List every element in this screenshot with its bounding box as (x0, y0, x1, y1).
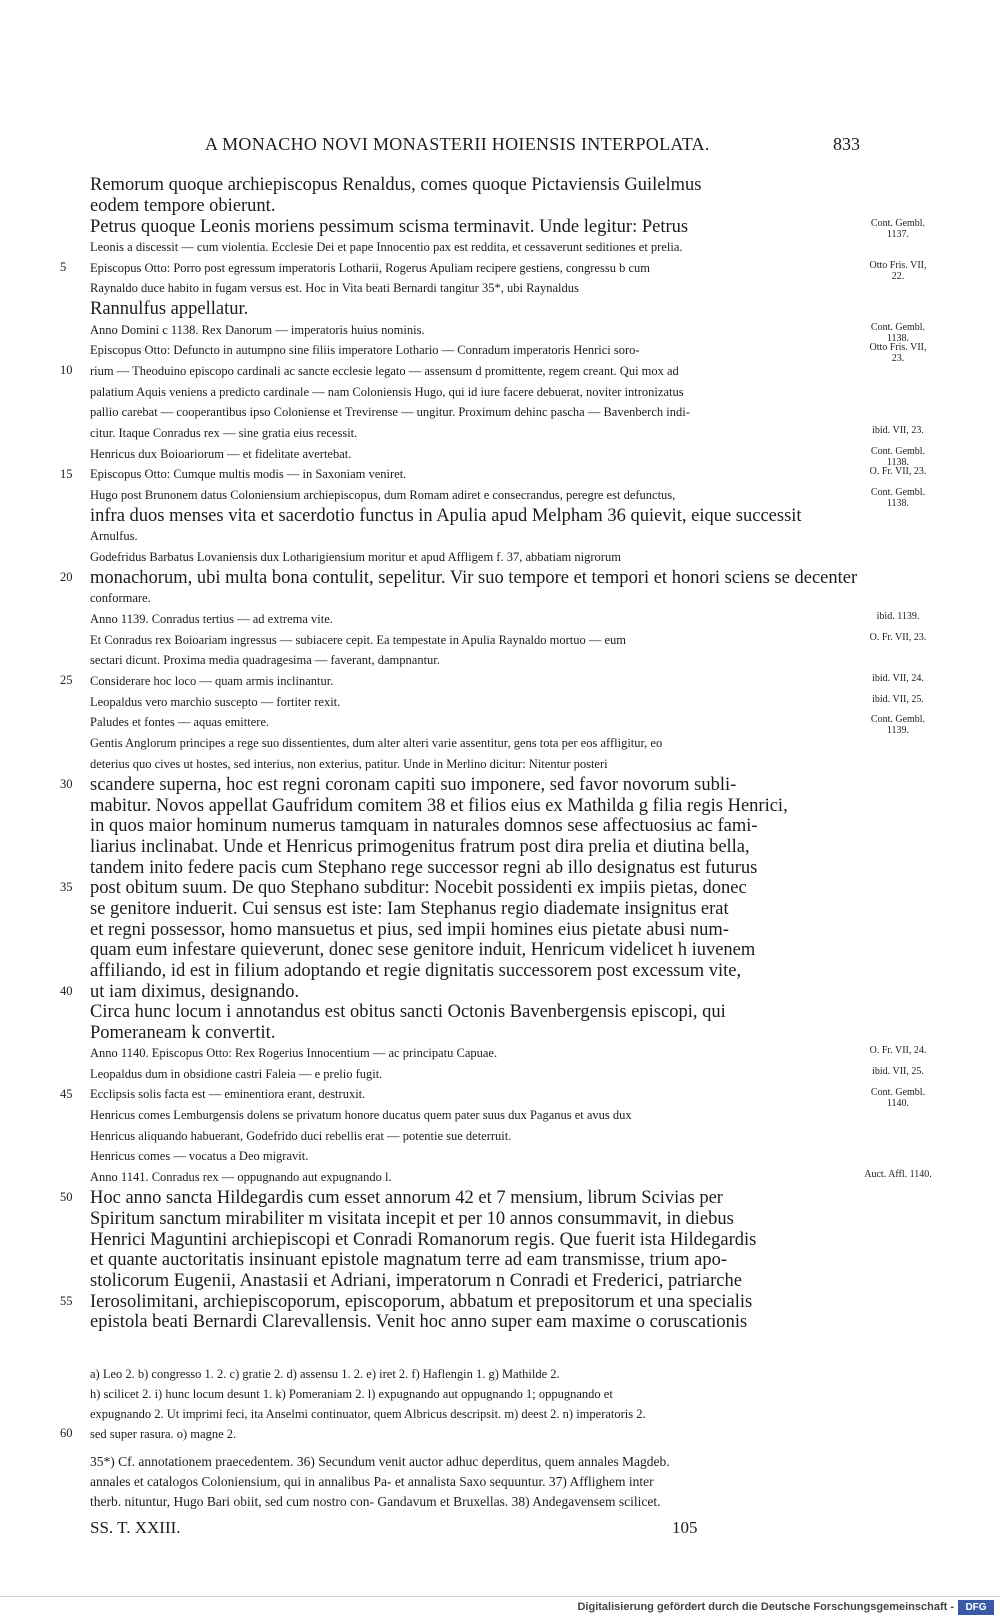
margin-note: ibid. 1139. (876, 611, 920, 623)
text-line: Hoc anno sancta Hildegardis cum esset annorum 42 et 7 mensium, librum Scivias per (90, 1188, 723, 1209)
text-line: Pomeraneam k convertit. (90, 1022, 276, 1043)
text-line: eodem tempore obierunt. (90, 196, 276, 216)
line-number: 20 (60, 570, 73, 585)
digitization-footer (0, 1596, 1000, 1619)
line-number: 30 (60, 776, 73, 791)
margin-note: Otto Fris. VII, 22. (869, 259, 927, 282)
dfg-logo: DFG (958, 1600, 994, 1615)
dfg-credit: Digitalisierung gefördert durch die Deutsche Forschungsgemeinschaft - (577, 1601, 954, 1613)
text-line: Godefridus Barbatus Lovaniensis dux Lotharigiensium moritur et apud Affligem f. 37, abbatiam nigrorum (90, 549, 621, 564)
text-line: Henricus aliquando habuerant, Godefrido duci rebellis erat — potentie sue deterruit. (90, 1128, 512, 1143)
text-line: monachorum, ubi multa bona contulit, sepelitur. Vir suo tempore et tempori et honori sciens se decenter (90, 568, 858, 589)
text-line: Episcopus Otto: Defuncto in autumpno sine filiis imperatore Lothario — Conradum imperatoris Henrici soro- (90, 343, 640, 358)
running-header (205, 134, 860, 160)
margin-note: ibid. VII, 24. (872, 673, 924, 685)
margin-note: O. Fr. VII, 24. (869, 1045, 927, 1057)
editorial-note-line: annales et catalogos Coloniensium, qui in annalibus Pa- et annalista Saxo sequuntur. 37) Afflighem inter (90, 1474, 654, 1489)
text-line: tandem inito federe pacis cum Stephano rege successor regni ab illo designatus est futurus (90, 857, 758, 878)
text-line: Rannulfus appellatur. (90, 299, 249, 320)
footnote-line: a) Leo 2. b) congresso 1. 2. c) gratie 2. d) assensu 1. 2. e) iret 2. f) Haflengin 1. g) Mathilde 2. (90, 1367, 560, 1381)
text-line: Anno 1140. Episcopus Otto: Rex Rogerius Innocentium — ac principatu Capuae. (90, 1046, 498, 1061)
text-line: Henrici Maguntini archiepiscopi et Conradi Romanorum regis. Que fuerit ista Hildegardis (90, 1229, 757, 1250)
text-line: quam eum infestare quieverunt, donec sese genitore induit, Henricum videlicet h iuvenem (90, 940, 756, 961)
text-line: palatium Aquis veniens a predicto cardinale — nam Coloniensis Hugo, qui id iure facere debuerat, noviter intronizatus (90, 384, 684, 399)
text-line: sectari dicunt. Proxima media quadragesima — faverant, dampnantur. (90, 653, 440, 668)
line-number: 60 (60, 1426, 73, 1440)
text-line: et regni possessor, homo mansuetus et pius, sed impii homines eius pietate abusi num- (90, 919, 729, 940)
margin-note: Cont. Gembl. 1138. (870, 487, 926, 510)
text-line: Raynaldo duce habito in fugam versus est. Hoc in Vita beati Bernardi tangitur 35*, ubi Raynaldus (90, 281, 579, 296)
text-line: stolicorum Eugenii, Anastasii et Adriani, imperatorum n Conradi et Frederici, patriarche (90, 1270, 742, 1291)
text-line: epistola beati Bernardi Clarevallensis. Venit hoc anno super eam maxime o coruscationis (90, 1312, 748, 1333)
text-line: se genitore induerit. Cui sensus est iste: Iam Stephanus regio diademate insignitus erat (90, 898, 729, 919)
margin-note: Otto Fris. VII, 23. (869, 342, 927, 365)
text-line: Ecclipsis solis facta est — eminentiora erant, destruxit. (90, 1087, 366, 1102)
text-line: Arnulfus. (90, 529, 138, 544)
margin-note: Auct. Affl. 1140. (864, 1169, 932, 1181)
line-number: 40 (60, 983, 73, 998)
text-line: Henricus dux Boioariorum — et fidelitate avertebat. (90, 446, 352, 461)
margin-note: ibid. VII, 25. (872, 1065, 924, 1077)
text-line: Hugo post Brunonem datus Coloniensium archiepiscopus, dum Romam adiret e consecrandus, peregre est defunctus, (90, 487, 676, 502)
margin-note: Cont. Gembl. 1140. (870, 1086, 926, 1109)
line-number: 10 (60, 363, 73, 378)
text-line: Anno 1141. Conradus rex — oppugnando aut expugnando l. (90, 1170, 392, 1185)
line-number: 25 (60, 673, 73, 688)
editorial-note-line: therb. nituntur, Hugo Bari obiit, sed cum nostro con- Gandavum et Bruxellas. 38) Andegavensem scilicet. (90, 1494, 661, 1509)
text-line: Henricus comes Lemburgensis dolens se privatum honore ducatus quem pater suus dux Paganus et avus dux (90, 1108, 632, 1123)
margin-note: Cont. Gembl. 1138. (870, 321, 926, 344)
text-line: Henricus comes — vocatus a Deo migravit. (90, 1149, 309, 1164)
text-line: Episcopus Otto: Porro post egressum imperatoris Lotharii, Rogerus Apuliam recipere gestiens, congressu b cum (90, 260, 650, 275)
footnote-line: h) scilicet 2. i) hunc locum desunt 1. k) Pomeraniam 2. l) expugnando aut oppugnando 1; oppugnando et (90, 1387, 613, 1401)
margin-note: Cont. Gembl. 1139. (870, 714, 926, 737)
text-line: post obitum suum. De quo Stephano subditur: Nocebit possidenti ex impiis pietas, donec (90, 878, 747, 899)
text-line: pallio carebat — cooperantibus ipso Coloniense et Trevirense — ungitur. Proximum dehinc pascha — Bavenberch indi- (90, 405, 690, 420)
line-number: 5 (60, 260, 67, 275)
margin-note: ibid. VII, 25. (872, 693, 924, 705)
text-line: in quos maior hominum numerus tamquam in naturales domnos sese affectuosius ac fami- (90, 816, 758, 837)
line-number: 35 (60, 880, 73, 895)
margin-note: O. Fr. VII, 23. (869, 466, 927, 478)
text-line: Petrus quoque Leonis moriens pessimum scisma terminavit. Unde legitur: Petrus (90, 216, 689, 237)
text-line: scandere superna, hoc est regni coronam capiti suo imponere, sed favor novorum subli- (90, 774, 737, 795)
text-line: Circa hunc locum i annotandus est obitus sancti Octonis Bavenbergensis episcopi, qui (90, 1002, 726, 1023)
text-line: Anno 1139. Conradus tertius — ad extrema vite. (90, 611, 333, 626)
text-line: Episcopus Otto: Cumque multis modis — in Saxoniam veniret. (90, 467, 407, 482)
text-line: deterius quo cives ut hostes, sed interius, non exterius, patitur. Unde in Merlino dicitur: Nitentur posteri (90, 756, 608, 771)
text-line: affiliando, id est in filium adoptando et regie dignitatis successorem post excessum vite, (90, 960, 742, 981)
text-line: Ierosolimitani, archiepiscoporum, episcoporum, abbatum et prepositorum et una specialis (90, 1291, 753, 1312)
page-number: 833 (833, 134, 860, 154)
text-line: liarius inclinabat. Unde et Henricus primogenitus fratrum post dira prelia et diutina bella, (90, 836, 750, 857)
text-line: citur. Itaque Conradus rex — sine gratia eius recessit. (90, 425, 358, 440)
line-number: 45 (60, 1086, 73, 1101)
footnote-line: expugnando 2. Ut imprimi feci, ita Anselmi continuator, quem Albricus descripsit. m) deest 2. n) imperatoris 2. (90, 1407, 646, 1421)
line-number: 50 (60, 1190, 73, 1205)
line-number: 55 (60, 1293, 73, 1308)
sheet-number: 105 (672, 1518, 698, 1537)
text-line: Paludes et fontes — aquas emittere. (90, 715, 270, 730)
footnote-line: sed super rasura. o) magne 2. (90, 1427, 237, 1441)
editorial-note-line: 35*) Cf. annotationem praecedentem. 36) Secundum venit auctor adhuc deperditus, quem annales Magdeb. (90, 1454, 670, 1469)
margin-note: O. Fr. VII, 23. (869, 631, 927, 643)
text-line: Et Conradus rex Boioariam ingressus — subiacere cepit. Ea tempestate in Apulia Raynaldo mortuo — eum (90, 632, 626, 647)
text-line: Spiritum sanctum mirabiliter m visitata incepit et per 10 annos consummavit, in diebus (90, 1208, 734, 1229)
text-line: et quante auctoritatis insinuant epistole magnatum terre ad eam transmisse, trium apo- (90, 1250, 728, 1271)
text-line: Considerare hoc loco — quam armis inclinantur. (90, 673, 334, 688)
text-line: Leopaldus vero marchio suscepto — fortiter rexit. (90, 694, 341, 709)
text-line: Remorum quoque archiepiscopus Renaldus, comes quoque Pictaviensis Guilelmus (90, 175, 702, 196)
text-line: mabitur. Novos appellat Gaufridum comitem 38 et filios eius ex Mathilda g filia regis Henrici, (90, 795, 788, 816)
text-line: infra duos menses vita et sacerdotio functus in Apulia apud Melpham 36 quievit, eique successit (90, 506, 802, 527)
text-line: rium — Theoduino episcopo cardinali ac sancte ecclesie legato — assensum d promittente, regem creant. Qui mox ad (90, 363, 679, 378)
margin-note: Cont. Gembl. 1137. (870, 218, 926, 241)
text-line: Leopaldus dum in obsidione castri Faleia — e prelio fugit. (90, 1066, 383, 1081)
line-number: 15 (60, 466, 73, 481)
text-line: conformare. (90, 591, 151, 606)
margin-note: ibid. VII, 23. (872, 425, 924, 437)
signature-mark: SS. T. XXIII. (90, 1518, 181, 1537)
text-line: Anno Domini c 1138. Rex Danorum — imperatoris huius nominis. (90, 322, 425, 337)
text-line: Gentis Anglorum principes a rege suo dissentientes, dum alter alteri varie assentitur, gens tota per eos affligitur, eo (90, 736, 663, 750)
text-line: Leonis a discessit — cum violentia. Ecclesie Dei et pape Innocentio pax est reddita, et cessaverunt seditiones et prelia. (90, 239, 683, 254)
running-title: A MONACHO NOVI MONASTERII HOIENSIS INTERPOLATA. (205, 134, 710, 154)
margin-note: Cont. Gembl. 1138. (870, 445, 926, 468)
text-line: ut iam diximus, designando. (90, 981, 300, 1002)
